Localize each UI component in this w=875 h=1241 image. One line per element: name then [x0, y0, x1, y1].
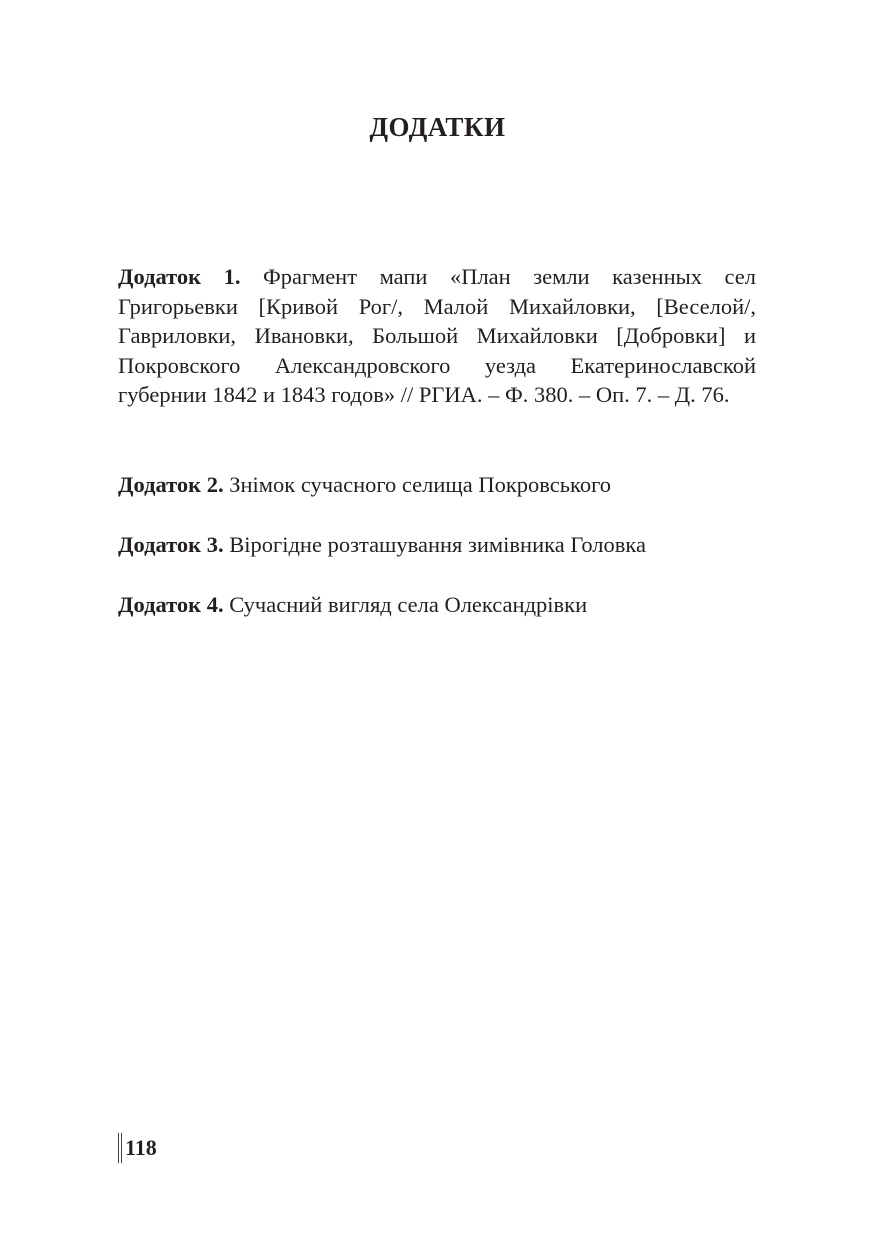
- appendix-label: Додаток 4.: [118, 592, 224, 617]
- appendix-entry-4: [118, 590, 756, 620]
- appendix-text: Сучасний вигляд села Олександрівки: [229, 592, 588, 617]
- page-footer: [118, 1132, 157, 1164]
- page-title: ДОДАТКИ: [369, 112, 506, 142]
- footer-double-rule: [118, 1133, 122, 1163]
- appendix-entry-2: [118, 470, 756, 500]
- appendix-entry-3: [118, 530, 756, 560]
- appendix-label: Додаток 2.: [118, 472, 224, 497]
- appendix-text: Фрагмент мапи «План земли казенных сел Григорьевки [Кривой Рог/, Малой Михайловки, [Веселой/, Гавриловки, Ивановки, Большой Михайловки [Добровки] и Покровского Александровского уезда Екатеринославской губернии 1842 и 1843 годов» // РГИА. – Ф. 380. – Оп. 7. – Д. 76.: [118, 264, 756, 407]
- appendix-text: Знімок сучасного селища Покровського: [229, 472, 611, 497]
- appendix-entry-1: [118, 262, 756, 410]
- appendix-label: Додаток 1.: [118, 264, 241, 289]
- page-number: 118: [125, 1135, 157, 1160]
- appendix-text: Вірогідне розташування зимівника Головка: [229, 532, 646, 557]
- appendix-label: Додаток 3.: [118, 532, 224, 557]
